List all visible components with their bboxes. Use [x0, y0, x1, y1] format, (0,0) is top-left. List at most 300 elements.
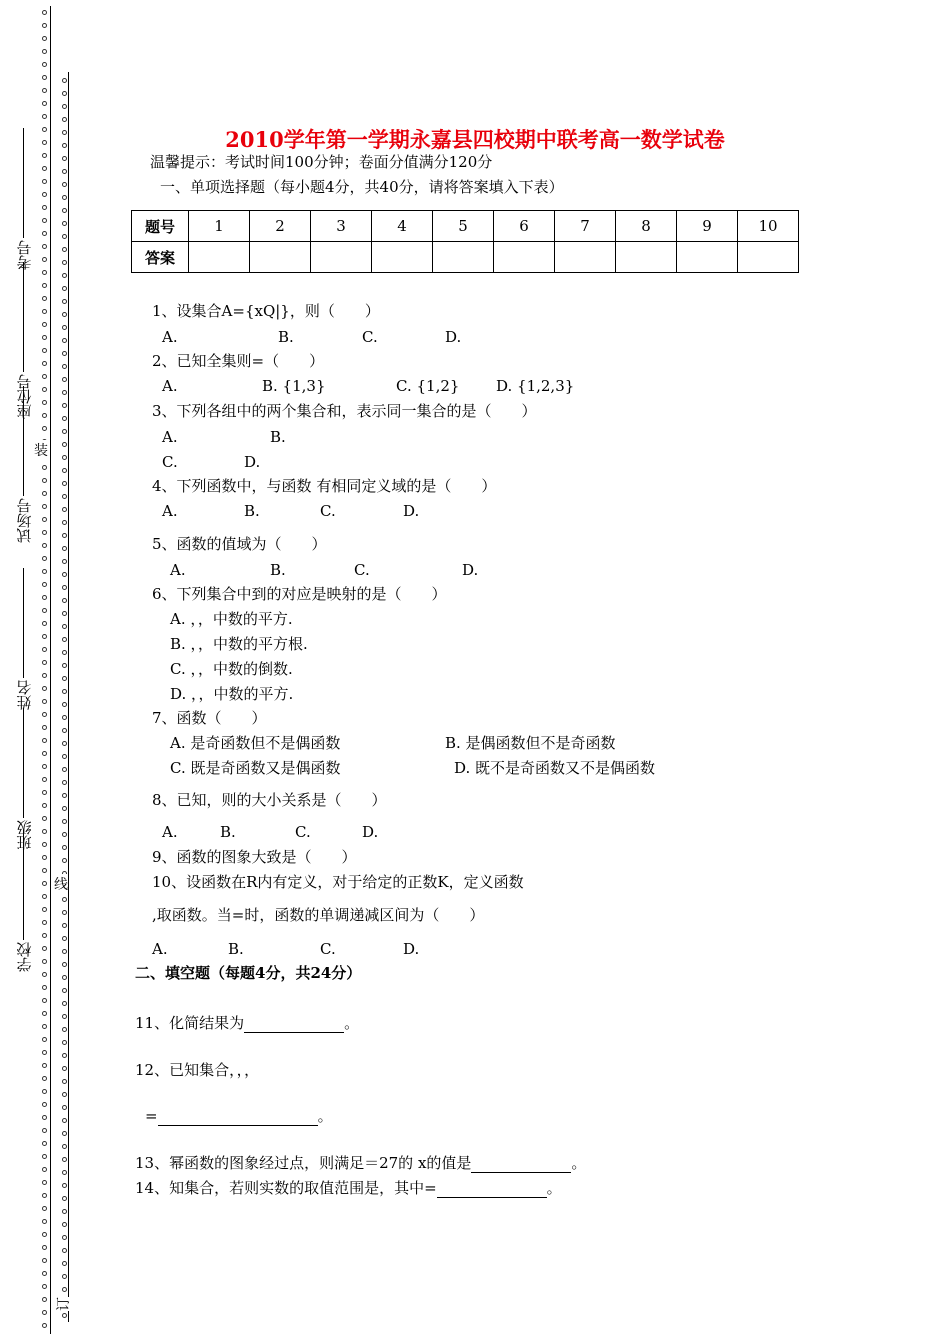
binding-dot — [62, 377, 67, 382]
binding-dot — [42, 114, 47, 119]
binding-dot — [62, 78, 67, 83]
binding-dot — [62, 1105, 67, 1110]
binding-dot — [62, 260, 67, 265]
exam-room-text: 试场号 — [15, 498, 34, 543]
binding-dot — [42, 608, 47, 613]
option: B. — [244, 502, 260, 520]
question-12-end: 。 — [317, 1107, 333, 1125]
table-head-answer: 答案 — [132, 242, 189, 273]
binding-dot — [42, 569, 47, 574]
binding-dot — [62, 1027, 67, 1032]
binding-dot — [62, 1066, 67, 1071]
binding-dot — [42, 10, 47, 15]
binding-dot — [42, 1115, 47, 1120]
option: B. ，，中数的平方根. — [170, 635, 308, 653]
option: C. — [162, 453, 178, 471]
option: D. — [445, 328, 462, 346]
answer-blank[interactable] — [244, 1017, 344, 1033]
binding-dot — [62, 559, 67, 564]
question-12: 12、已知集合，，， — [135, 1061, 260, 1079]
binding-dot — [62, 351, 67, 356]
table-number-cell: 5 — [433, 211, 494, 242]
binding-dot — [42, 829, 47, 834]
binding-dot — [42, 686, 47, 691]
binding-dot — [62, 1313, 67, 1318]
binding-dot — [62, 585, 67, 590]
binding-dot — [62, 1144, 67, 1149]
question-9: 9、函数的图象大致是（ ） — [152, 848, 357, 866]
binding-dot — [62, 1053, 67, 1058]
binding-dot — [42, 1323, 47, 1328]
binding-line-left — [50, 6, 51, 1334]
binding-dot — [42, 595, 47, 600]
binding-dot — [62, 325, 67, 330]
binding-dot — [42, 309, 47, 314]
binding-dot — [42, 1063, 47, 1068]
binding-dot — [42, 816, 47, 821]
table-number-cell: 7 — [555, 211, 616, 242]
option: B. — [270, 428, 286, 446]
option: C. — [362, 328, 378, 346]
binding-dot — [62, 390, 67, 395]
binding-dot — [42, 283, 47, 288]
binding-dot — [62, 1131, 67, 1136]
binding-dot — [62, 689, 67, 694]
option: B. — [220, 823, 236, 841]
table-number-cell: 9 — [677, 211, 738, 242]
class-label — [12, 708, 36, 850]
binding-dot — [42, 374, 47, 379]
option: A. — [162, 328, 178, 346]
binding-dot — [42, 803, 47, 808]
binding-dot — [62, 169, 67, 174]
option: C. — [320, 940, 336, 958]
binding-dot — [42, 621, 47, 626]
binding-dot — [62, 1040, 67, 1045]
option: D. — [403, 502, 420, 520]
binding-dot — [62, 806, 67, 811]
binding-dot — [42, 517, 47, 522]
option: D. 既不是奇函数又不是偶函数 — [454, 759, 656, 777]
binding-dot — [62, 975, 67, 980]
answer-cell[interactable] — [555, 242, 616, 273]
school-text: 学校 — [15, 942, 34, 972]
binding-mark-zhuang: 装 — [34, 440, 48, 460]
binding-dot — [42, 790, 47, 795]
binding-dot — [42, 413, 47, 418]
answer-blank[interactable] — [158, 1110, 318, 1126]
binding-dot — [62, 728, 67, 733]
binding-dot — [42, 738, 47, 743]
option: B. 是偶函数但不是奇函数 — [445, 734, 616, 752]
binding-dot — [42, 244, 47, 249]
binding-dot — [62, 819, 67, 824]
option: D. {1,2,3} — [496, 377, 575, 395]
school-label — [12, 830, 36, 972]
binding-dot — [62, 455, 67, 460]
binding-dot — [62, 481, 67, 486]
binding-dot — [62, 767, 67, 772]
seat-number-text: 座位号 — [15, 374, 34, 419]
binding-dot — [62, 1157, 67, 1162]
binding-dot — [42, 1258, 47, 1263]
binding-dot — [62, 598, 67, 603]
option: A. — [170, 561, 186, 579]
option: D. — [403, 940, 420, 958]
binding-dot — [62, 611, 67, 616]
question-11 — [135, 1013, 359, 1033]
binding-dot — [42, 257, 47, 262]
option: C. — [295, 823, 311, 841]
binding-dot — [42, 1037, 47, 1042]
binding-dot — [42, 1024, 47, 1029]
binding-dot — [62, 403, 67, 408]
question-12-eq: = — [145, 1107, 158, 1125]
binding-dot — [62, 572, 67, 577]
binding-dot — [42, 959, 47, 964]
binding-dot — [62, 1248, 67, 1253]
binding-dot — [62, 702, 67, 707]
binding-dot — [62, 1261, 67, 1266]
binding-dot — [42, 1297, 47, 1302]
binding-dot — [62, 286, 67, 291]
binding-dot — [62, 637, 67, 642]
binding-dot — [62, 182, 67, 187]
binding-dot — [42, 504, 47, 509]
binding-dot — [42, 322, 47, 327]
question-13 — [135, 1153, 586, 1173]
binding-dot — [42, 894, 47, 899]
option: A. — [162, 502, 178, 520]
table-number-cell: 1 — [189, 211, 250, 242]
binding-dot — [42, 296, 47, 301]
answer-blank[interactable] — [471, 1157, 571, 1173]
answer-table-number-row — [132, 211, 799, 242]
binding-mark-xian: 线 — [54, 874, 68, 894]
binding-dot — [42, 348, 47, 353]
exam-number-text: 考号 — [15, 240, 34, 270]
answer-cell[interactable] — [372, 242, 433, 273]
binding-dot — [42, 1167, 47, 1172]
binding-dot — [42, 764, 47, 769]
answer-cell[interactable] — [433, 242, 494, 273]
binding-dot — [42, 660, 47, 665]
binding-dot — [62, 780, 67, 785]
question-6: 6、下列集合中到的对应是映射的是（ ） — [152, 585, 447, 603]
binding-dot — [42, 36, 47, 41]
binding-dot — [62, 507, 67, 512]
binding-dot — [62, 520, 67, 525]
binding-dot — [62, 1170, 67, 1175]
table-number-cell: 2 — [250, 211, 311, 242]
answer-cell[interactable] — [311, 242, 372, 273]
binding-dot — [62, 104, 67, 109]
binding-dot — [62, 1287, 67, 1292]
option: A. — [162, 823, 178, 841]
option: C. 既是奇函数又是偶函数 — [170, 759, 341, 777]
binding-dot — [42, 920, 47, 925]
binding-dot — [62, 416, 67, 421]
binding-dot — [62, 1118, 67, 1123]
binding-dot — [42, 972, 47, 977]
question-2: 2、已知全集则=（ ） — [152, 352, 325, 370]
answer-cell[interactable] — [494, 242, 555, 273]
binding-dot — [42, 361, 47, 366]
binding-dot — [62, 1196, 67, 1201]
binding-dot — [42, 725, 47, 730]
binding-dot — [62, 91, 67, 96]
binding-dot — [42, 985, 47, 990]
binding-dot — [42, 1206, 47, 1211]
question-11-text: 11、化简结果为 — [135, 1014, 245, 1032]
binding-dot — [42, 634, 47, 639]
binding-dot — [62, 949, 67, 954]
answer-cell[interactable] — [189, 242, 250, 273]
section-2-heading: 二、填空题（每题4分，共24分） — [135, 964, 362, 982]
answer-cell[interactable] — [250, 242, 311, 273]
question-13-text: 13、幂函数的图象经过点，则满足＝27的 x的值是 — [135, 1154, 472, 1172]
binding-mark-ding: 订 — [53, 1297, 73, 1311]
binding-dot — [42, 205, 47, 210]
option: D. — [362, 823, 379, 841]
binding-dot — [42, 582, 47, 587]
school-blank[interactable] — [24, 830, 25, 940]
binding-dot — [62, 208, 67, 213]
binding-dot — [42, 1232, 47, 1237]
class-text: 班级 — [15, 820, 34, 850]
binding-dot — [42, 1128, 47, 1133]
binding-dot — [42, 673, 47, 678]
binding-dot — [62, 1235, 67, 1240]
binding-dot — [42, 855, 47, 860]
table-number-cell: 6 — [494, 211, 555, 242]
binding-dot — [62, 299, 67, 304]
binding-dot — [42, 88, 47, 93]
binding-dot — [42, 543, 47, 548]
binding-dot — [62, 923, 67, 928]
binding-dot — [42, 1102, 47, 1107]
option: B. — [278, 328, 294, 346]
binding-dot — [42, 270, 47, 275]
binding-dot — [42, 23, 47, 28]
exam-title: 2010学年第一学期永嘉县四校期中联考高一数学试卷 — [225, 127, 725, 152]
name-label — [12, 568, 36, 710]
question-5: 5、函数的值域为（ ） — [152, 535, 327, 553]
binding-dot — [62, 429, 67, 434]
binding-dot — [62, 1014, 67, 1019]
binding-dot — [42, 881, 47, 886]
binding-dot — [62, 1209, 67, 1214]
binding-dot — [62, 624, 67, 629]
question-10-cont: ,取函数。当=时，函数的单调递减区间为（ ） — [152, 906, 485, 924]
option: A. ，，中数的平方. — [170, 610, 293, 628]
option: C. — [320, 502, 336, 520]
option: B. {1,3} — [262, 377, 326, 395]
class-blank[interactable] — [24, 708, 25, 818]
binding-dot — [62, 741, 67, 746]
answer-table-answer-row — [132, 242, 799, 273]
binding-dot — [42, 179, 47, 184]
table-head-number: 题号 — [132, 211, 189, 242]
binding-dot — [42, 166, 47, 171]
binding-dot — [62, 832, 67, 837]
binding-dot — [42, 1141, 47, 1146]
option: B. — [228, 940, 244, 958]
answer-cell[interactable] — [677, 242, 738, 273]
binding-dot — [42, 1050, 47, 1055]
binding-dot — [42, 426, 47, 431]
binding-dot — [42, 842, 47, 847]
binding-dot — [42, 1219, 47, 1224]
answer-blank[interactable] — [437, 1182, 547, 1198]
binding-dot — [62, 364, 67, 369]
binding-dot — [42, 1271, 47, 1276]
binding-dot — [42, 1245, 47, 1250]
binding-dot — [42, 946, 47, 951]
option: A. — [152, 940, 168, 958]
binding-dot — [42, 777, 47, 782]
binding-dot — [62, 1183, 67, 1188]
binding-dot — [42, 62, 47, 67]
option: C. — [354, 561, 370, 579]
table-number-cell: 8 — [616, 211, 677, 242]
seat-number-blank[interactable] — [24, 262, 25, 372]
table-number-cell: 10 — [738, 211, 799, 242]
binding-dot — [42, 400, 47, 405]
binding-dot — [62, 650, 67, 655]
binding-dot — [62, 754, 67, 759]
binding-dot — [62, 533, 67, 538]
option: C. {1,2} — [396, 377, 460, 395]
binding-dot — [42, 998, 47, 1003]
exam-room-blank[interactable] — [24, 386, 25, 496]
binding-dot — [62, 1092, 67, 1097]
binding-dot — [62, 1079, 67, 1084]
binding-dot — [62, 793, 67, 798]
binding-dot — [62, 494, 67, 499]
binding-dot — [42, 712, 47, 717]
binding-dot — [42, 491, 47, 496]
binding-dot — [62, 1274, 67, 1279]
table-number-cell: 3 — [311, 211, 372, 242]
question-12-answer — [145, 1106, 333, 1126]
table-number-cell: 4 — [372, 211, 433, 242]
option: D. — [462, 561, 479, 579]
question-14-end: 。 — [546, 1179, 562, 1197]
binding-dot — [42, 75, 47, 80]
binding-dot — [62, 468, 67, 473]
exam-room-label — [12, 386, 36, 543]
option: A. — [162, 428, 178, 446]
question-10: 10、设函数在R内有定义，对于给定的正数K，定义函数 — [152, 873, 524, 891]
section-1-heading: 一、单项选择题（每小题4分，共40分，请将答案填入下表） — [160, 178, 564, 196]
binding-dot — [42, 1180, 47, 1185]
binding-dot — [62, 221, 67, 226]
binding-dot — [62, 442, 67, 447]
binding-dot — [62, 195, 67, 200]
question-8: 8、已知，则的大小关系是（ ） — [152, 791, 387, 809]
question-1: 1、设集合A={xQ|}，则（ ） — [152, 302, 380, 320]
option: A. — [162, 377, 178, 395]
binding-dot — [42, 907, 47, 912]
binding-dot — [42, 1310, 47, 1315]
question-7: 7、函数（ ） — [152, 709, 267, 727]
binding-dot — [42, 933, 47, 938]
binding-dot — [62, 1222, 67, 1227]
binding-dot — [42, 868, 47, 873]
binding-dot — [62, 156, 67, 161]
question-11-end: 。 — [344, 1014, 360, 1032]
binding-dot — [42, 335, 47, 340]
binding-dot — [62, 234, 67, 239]
question-14 — [135, 1178, 562, 1198]
binding-dot — [42, 1193, 47, 1198]
name-text: 姓名 — [15, 680, 34, 710]
binding-dot — [62, 273, 67, 278]
binding-dot — [42, 1076, 47, 1081]
option: D. ，，中数的平方. — [170, 685, 294, 703]
binding-dot — [42, 1011, 47, 1016]
answer-cell[interactable] — [616, 242, 677, 273]
binding-dot — [42, 1284, 47, 1289]
question-3: 3、下列各组中的两个集合和，表示同一集合的是（ ） — [152, 402, 537, 420]
binding-dots-left — [42, 10, 48, 1330]
question-14-text: 14、知集合，若则实数的取值范围是，其中= — [135, 1179, 437, 1197]
binding-dot — [62, 117, 67, 122]
binding-dot — [42, 530, 47, 535]
binding-dot — [62, 988, 67, 993]
answer-table — [131, 210, 799, 273]
name-blank[interactable] — [24, 568, 25, 678]
binding-line-right — [68, 72, 69, 1322]
binding-dot — [62, 663, 67, 668]
binding-dot — [62, 1001, 67, 1006]
option: A. 是奇函数但不是偶函数 — [170, 734, 341, 752]
binding-dot — [42, 647, 47, 652]
binding-dot — [62, 936, 67, 941]
binding-dot — [42, 478, 47, 483]
binding-dot — [42, 556, 47, 561]
question-4: 4、下列函数中，与函数 有相同定义域的是（ ） — [152, 477, 497, 495]
option: D. — [244, 453, 261, 471]
binding-dot — [62, 312, 67, 317]
binding-dot — [42, 1154, 47, 1159]
option: B. — [270, 561, 286, 579]
binding-dot — [62, 676, 67, 681]
binding-dot — [62, 962, 67, 967]
binding-dot — [42, 1089, 47, 1094]
binding-dot — [42, 387, 47, 392]
answer-cell[interactable] — [738, 242, 799, 273]
binding-dot — [62, 546, 67, 551]
binding-dot — [62, 715, 67, 720]
binding-dot — [42, 192, 47, 197]
binding-dot — [62, 897, 67, 902]
binding-dot — [62, 845, 67, 850]
binding-dot — [42, 699, 47, 704]
binding-dot — [62, 910, 67, 915]
binding-dot — [42, 101, 47, 106]
question-13-end: 。 — [571, 1154, 587, 1172]
option: C. ，，中数的倒数. — [170, 660, 293, 678]
binding-dot — [42, 49, 47, 54]
binding-dot — [62, 858, 67, 863]
exam-notice: 温馨提示：考试时间100分钟；卷面分值满分120分 — [150, 153, 493, 171]
binding-dot — [42, 465, 47, 470]
binding-dot — [42, 751, 47, 756]
binding-dot — [42, 218, 47, 223]
binding-dot — [62, 247, 67, 252]
